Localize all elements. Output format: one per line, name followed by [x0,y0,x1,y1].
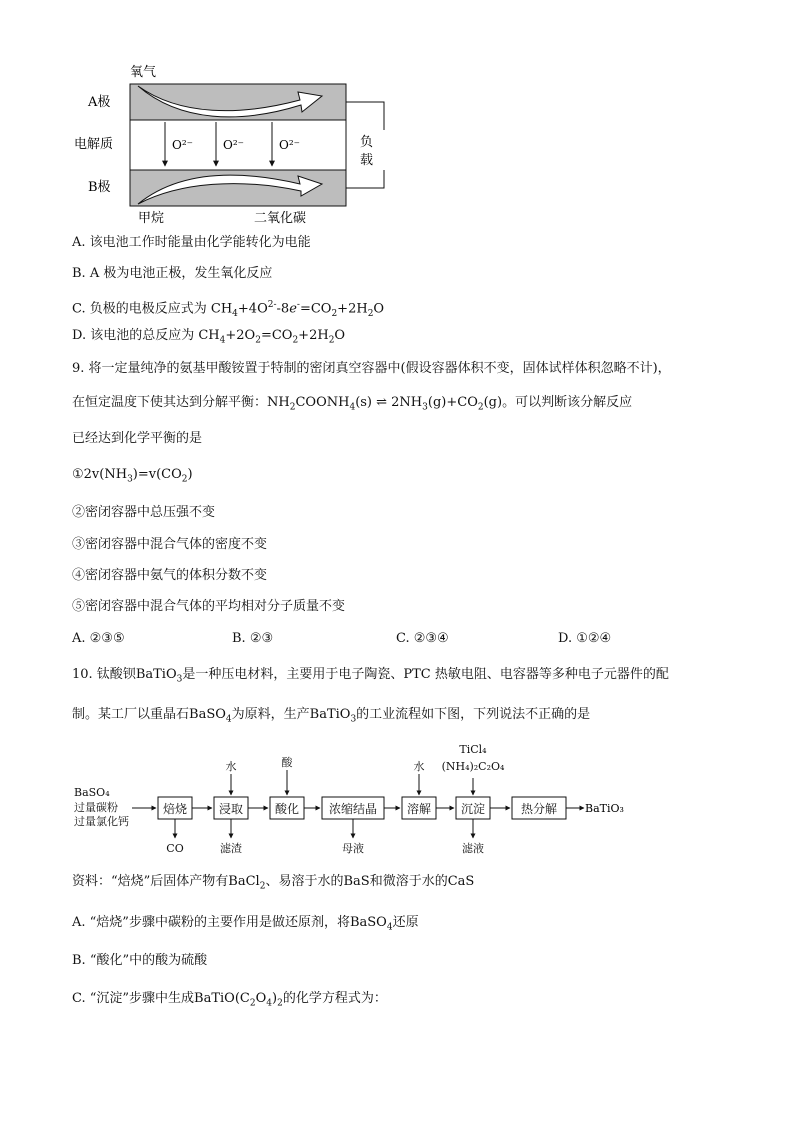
process-flow-diagram [72,740,632,860]
label-electrolyte: 电解质 [74,137,114,152]
flow-out-residue: 滤渣 [220,842,242,855]
flow-add-water-1: 水 [225,760,237,773]
flow-input-carbon: 过量碳粉 [74,801,118,814]
q9-option-d: D. ①②④ [558,631,612,646]
q9-item-4: ④密闭容器中氨气的体积分数不变 [72,568,268,583]
label-co2: 二氧化碳 [254,211,307,226]
q8-option-b: B. A 极为电池正极，发生氧化反应 [72,266,273,281]
q10-stem-line2: 制。某工厂以重晶石BaSO$_4$为原料，生产BaTiO$_3$的工业流程如下图，下列说法不正确的是 [72,707,591,725]
flow-output-batio3: BaTiO₃ [585,802,624,815]
label-load-2: 载 [360,153,374,168]
q9-option-a: A. ②③⑤ [72,631,125,646]
q9-option-c: C. ②③④ [396,631,449,646]
flow-add-ticl4: TiCl₄ [459,743,487,756]
flow-step-leach: 浸取 [218,802,244,816]
q8-option-c: C. 负极的电极反应式为 $CH_4+4O^{2-}-8e^-=CO_2+2H_2O$ [72,300,385,319]
label-oxygen: 氧气 [130,65,157,80]
q8-option-d: D. 该电池的总反应为 $CH_4+2O_2=CO_2+2H_2O$ [72,328,346,346]
q9-stem-line3: 已经达到化学平衡的是 [72,431,203,446]
q10-stem-line1: 10. 钛酸钡BaTiO$_3$是一种压电材料，主要用于电子陶瓷、PTC 热敏电阻、电容器等多种电子元器件的配 [72,667,669,685]
label-o2-ion-1: O²⁻ [172,138,193,152]
flow-add-water-2: 水 [413,760,425,773]
q10-option-b: B. “酸化”中的酸为硫酸 [72,953,208,968]
flow-step-precipitate: 沉淀 [460,802,486,816]
q9-stem-line2: 在恒定温度下使其达到分解平衡：$NH_2COONH_4(s)$ ⇌ $2NH_3(g)+CO_2(g)$。可以判断该分解反应 [72,395,633,413]
label-b-electrode: B极 [88,180,111,195]
flow-add-acid: 酸 [281,756,293,769]
flow-step-dissolve: 溶解 [406,802,432,816]
label-load-1: 负 [360,135,374,150]
label-o2-ion-3: O²⁻ [279,138,300,152]
q9-item-5: ⑤密闭容器中混合气体的平均相对分子质量不变 [72,599,346,614]
q9-item-2: ②密闭容器中总压强不变 [72,505,216,520]
flow-input-cacl2: 过量氯化钙 [74,815,129,828]
label-a-electrode: A极 [88,95,111,110]
flow-add-oxalate: (NH₄)₂C₂O₄ [441,760,505,773]
flow-step-acidify: 酸化 [274,802,300,816]
q9-item-3: ③密闭容器中混合气体的密度不变 [72,537,268,552]
flow-input-baso4: BaSO₄ [74,786,110,799]
q9-item-1: $①2v(NH_3)=v(CO_2)$ [72,467,193,485]
q9-stem-line1: 9. 将一定量纯净的氨基甲酸铵置于特制的密闭真空容器中(假设容器体积不变，固体试样体积忽略不计)， [72,361,671,376]
q10-option-a: A. “焙烧”步骤中碳粉的主要作用是做还原剂，将BaSO$_4$还原 [72,915,419,933]
flow-out-mother-liquor: 母液 [342,842,364,855]
q8-option-a: A. 该电池工作时能量由化学能转化为电能 [72,235,311,250]
q10-option-c: C. “沉淀”步骤中生成$BaTiO(C_2O_4)_2$的化学方程式为： [72,991,387,1009]
flow-step-concentrate: 浓缩结晶 [328,802,378,816]
fuel-cell-diagram [70,60,400,230]
flow-out-co: CO [166,842,184,855]
flow-out-filtrate: 滤液 [462,842,484,855]
label-methane: 甲烷 [138,211,165,226]
q10-note: 资料：“焙烧”后固体产物有BaCl$_2$、易溶于水的BaS和微溶于水的CaS [72,874,475,892]
label-o2-ion-2: O²⁻ [223,138,244,152]
flow-step-roast: 焙烧 [162,802,188,816]
q9-option-b: B. ②③ [232,631,274,646]
flow-step-decompose: 热分解 [520,802,558,816]
